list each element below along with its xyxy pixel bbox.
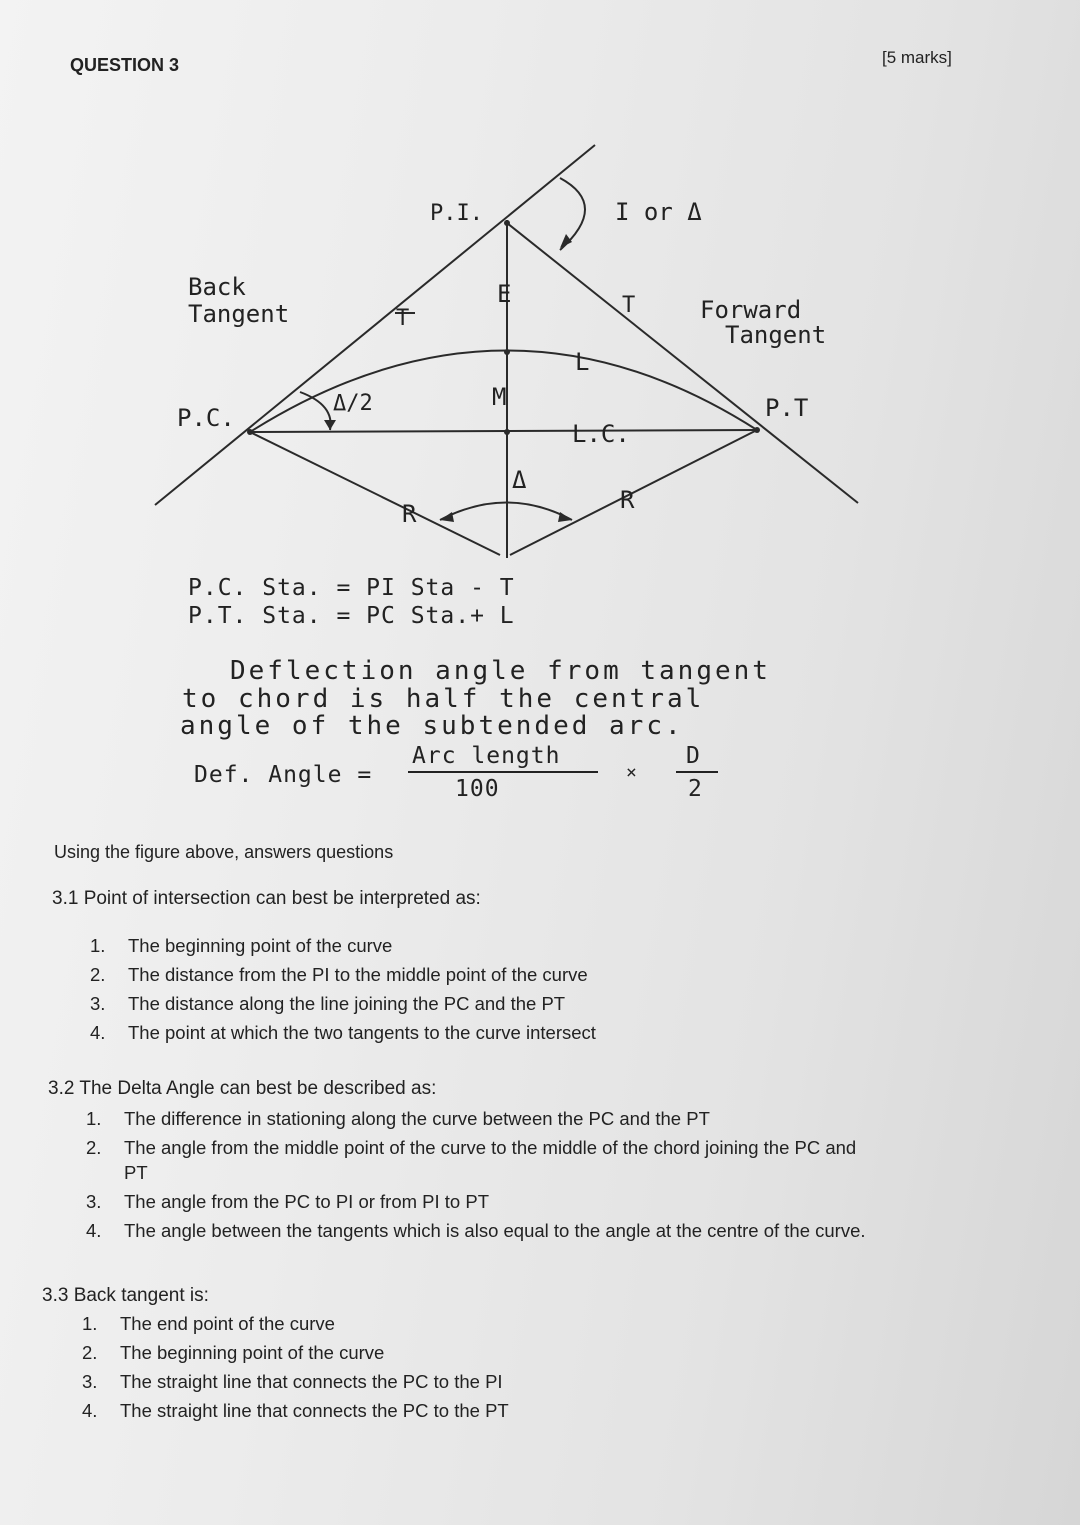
question-3-3-options xyxy=(82,1309,509,1425)
option-item[interactable]: 3. The angle from the PC to PI or from PI to PT xyxy=(86,1191,490,1212)
horizontal-curve-diagram xyxy=(140,130,880,570)
tangent-t-right-label: T xyxy=(622,293,636,318)
question-heading: QUESTION 3 xyxy=(70,55,180,75)
question-3-1-title: 3.1 Point of intersection can best be interpreted as: xyxy=(52,888,481,909)
option-item[interactable]: 3. The straight line that connects the PC to the PI xyxy=(82,1371,503,1392)
times-sign: × xyxy=(626,762,638,783)
option-item[interactable]: 4. The angle between the tangents which is also equal to the angle at the centre of the curve. xyxy=(86,1220,866,1241)
pt-station-formula: P.T. Sta. = PC Sta.+ L xyxy=(188,603,515,629)
arrow-head-icon xyxy=(560,234,572,248)
arrow-head-icon xyxy=(324,420,336,430)
deflection-text-line2: to chord is half the central xyxy=(182,684,705,714)
arrow-head-icon xyxy=(440,512,454,522)
option-item[interactable]: 1. The difference in stationing along the curve between the PC and the PT xyxy=(86,1108,710,1129)
forward-tangent-label-line2: Tangent xyxy=(725,321,827,349)
back-tangent-label-line2: Tangent xyxy=(188,300,290,328)
fraction-bar-1 xyxy=(408,771,598,773)
pi-point xyxy=(504,220,510,226)
def-angle-label: Def. Angle = xyxy=(194,762,373,788)
question-3-1-options xyxy=(90,931,596,1047)
pc-point xyxy=(247,429,253,435)
half-delta-label: Δ/2 xyxy=(333,391,373,416)
option-item[interactable]: 3. The distance along the line joining the PC and the PT xyxy=(90,993,566,1014)
question-3-2-title: 3.2 The Delta Angle can best be described as: xyxy=(48,1078,437,1099)
long-chord-lc-label: L.C. xyxy=(572,420,630,448)
arc-length-numerator: Arc length xyxy=(412,743,561,769)
option-item[interactable]: 2. The angle from the middle point of the curve to the middle of the chord joining the PC and PT xyxy=(86,1137,857,1183)
option-item[interactable]: 1. The beginning point of the curve xyxy=(90,935,393,956)
pc-station-formula: P.C. Sta. = PI Sta - T xyxy=(188,575,515,601)
question-3-2-options xyxy=(86,1104,866,1245)
tangent-t-left-label: T xyxy=(396,306,410,331)
i-or-delta-label: I or Δ xyxy=(615,198,702,226)
pc-label: P.C. xyxy=(177,404,235,432)
central-delta-label: Δ xyxy=(512,466,527,494)
option-item[interactable]: 4. The straight line that connects the PC to the PT xyxy=(82,1400,509,1421)
deflection-text-line1: Deflection angle from tangent xyxy=(230,656,771,686)
option-item[interactable]: 1. The end point of the curve xyxy=(82,1313,335,1334)
arrow-head-icon xyxy=(558,512,572,522)
intersection-angle-arc xyxy=(560,178,585,250)
long-chord-line xyxy=(250,430,757,432)
half-delta-arc xyxy=(300,392,331,430)
forward-tangent-label-line1: Forward xyxy=(700,296,802,324)
fraction-bar-2 xyxy=(676,771,718,773)
arc-length-denominator: 100 xyxy=(455,776,500,802)
forward-tangent-line xyxy=(507,223,858,503)
pt-point xyxy=(754,427,760,433)
external-e-label: E xyxy=(497,280,512,308)
d-numerator: D xyxy=(686,743,701,769)
option-item[interactable]: 2. The beginning point of the curve xyxy=(82,1342,385,1363)
radius-r-left-label: R xyxy=(402,500,417,528)
midchord-point xyxy=(504,429,510,435)
deflection-text-line3: angle of the subtended arc. xyxy=(180,711,684,741)
curve-length-l-label: L xyxy=(575,348,590,376)
option-item[interactable]: 2. The distance from the PI to the middle point of the curve xyxy=(90,964,588,985)
pi-label: P.I. xyxy=(430,201,483,226)
pt-label: P.T xyxy=(765,394,809,422)
back-tangent-label-line1: Back xyxy=(188,273,246,301)
question-3-3-title: 3.3 Back tangent is: xyxy=(42,1285,209,1306)
instructions-text: Using the figure above, answers questions xyxy=(54,842,394,862)
middle-ordinate-m-label: M xyxy=(492,383,507,411)
radius-left-line xyxy=(250,432,500,555)
radius-r-right-label: R xyxy=(620,486,635,514)
option-item[interactable]: 4. The point at which the two tangents to the curve intersect xyxy=(90,1022,596,1043)
midcurve-point xyxy=(504,349,510,355)
two-denominator: 2 xyxy=(688,776,703,802)
marks-label: [5 marks] xyxy=(882,48,952,67)
